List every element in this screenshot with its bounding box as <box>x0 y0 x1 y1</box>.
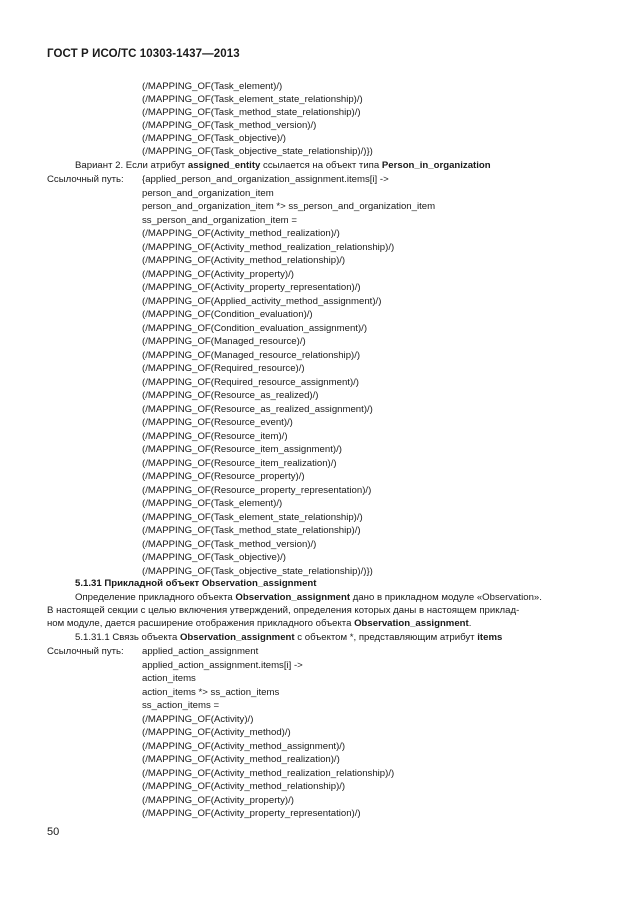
variant-2-paragraph: Вариант 2. Если атрибут assigned_entity ссылается на объект типа Person_in_organization <box>75 160 491 171</box>
section-heading: 5.1.31 Прикладной объект Observation_assignment <box>75 578 317 589</box>
attribute-name: assigned_entity <box>187 160 261 171</box>
definition-line: В настоящей секции с целью включения утверждений, определения которых даны в настоящем приклад- <box>47 605 520 616</box>
code-line: (/MAPPING_OF(Resource_item)/) <box>142 430 288 442</box>
code-line: (/MAPPING_OF(Resource_as_realized)/) <box>142 390 319 401</box>
code-line: (/MAPPING_OF(Task_element)/) <box>142 498 283 509</box>
code-line: (/MAPPING_OF(Activity_method_realization_relationship)/) <box>142 767 395 779</box>
code-line: (/MAPPING_OF(Activity_method_realization_relationship)/) <box>142 241 395 253</box>
reference-path-label: Ссылочный путь: <box>47 646 124 657</box>
definition-line: ном модуле, дается расширение отображения прикладного объекта Observation_assignment. <box>47 618 472 629</box>
code-line: (/MAPPING_OF(Activity)/) <box>142 713 254 725</box>
code-line: (/MAPPING_OF(Activity_property)/) <box>142 794 294 806</box>
code-line: (/MAPPING_OF(Task_objective_state_relationship)/)}) <box>142 146 373 157</box>
code-line: (/MAPPING_OF(Activity_method_realization)/) <box>142 754 340 765</box>
code-line: ss_person_and_organization_item = <box>142 214 297 226</box>
code-line: (/MAPPING_OF(Managed_resource_relationship)/) <box>142 349 361 361</box>
code-line: (/MAPPING_OF(Managed_resource)/) <box>142 336 306 347</box>
code-line: (/MAPPING_OF(Resource_property)/) <box>142 471 305 482</box>
page-number: 50 <box>47 826 60 838</box>
code-line: (/MAPPING_OF(Task_objective)/) <box>142 552 286 563</box>
code-line: (/MAPPING_OF(Activity_method_realization)/) <box>142 228 340 239</box>
code-line: (/MAPPING_OF(Task_element_state_relationship)/) <box>142 511 363 523</box>
code-line: (/MAPPING_OF(Required_resource_assignment)/) <box>142 376 360 388</box>
code-line: ss_action_items = <box>142 700 220 711</box>
code-line: {applied_person_and_organization_assignment.items[i] -> <box>142 174 389 185</box>
code-line: (/MAPPING_OF(Activity_method_relationship)/) <box>142 255 346 266</box>
code-line: applied_action_assignment.items[i] -> <box>142 659 303 671</box>
code-line: (/MAPPING_OF(Resource_as_realized_assignment)/) <box>142 403 373 415</box>
code-line: action_items <box>142 673 196 684</box>
code-line: (/MAPPING_OF(Resource_event)/) <box>142 417 293 428</box>
code-line: person_and_organization_item *> ss_person_and_organization_item <box>142 201 436 212</box>
definition-line: Определение прикладного объекта Observation_assignment дано в прикладном модуле «Observation». <box>75 592 542 603</box>
code-line: (/MAPPING_OF(Activity_method_assignment)/) <box>142 740 346 752</box>
code-line: (/MAPPING_OF(Resource_item_assignment)/) <box>142 444 342 455</box>
code-line: (/MAPPING_OF(Task_objective)/) <box>142 133 286 144</box>
code-line: (/MAPPING_OF(Task_method_version)/) <box>142 538 317 550</box>
code-line: (/MAPPING_OF(Activity_property_representation)/) <box>142 808 361 819</box>
code-line: action_items *> ss_action_items <box>142 686 280 698</box>
code-line: (/MAPPING_OF(Condition_evaluation_assignment)/) <box>142 322 368 334</box>
code-line: person_and_organization_item <box>142 187 274 199</box>
code-line: (/MAPPING_OF(Task_element_state_relationship)/) <box>142 94 363 105</box>
code-line: (/MAPPING_OF(Task_method_version)/) <box>142 120 317 131</box>
document-header: ГОСТ Р ИСО/ТС 10303-1437—2013 <box>47 48 240 60</box>
code-line: (/MAPPING_OF(Condition_evaluation)/) <box>142 309 313 320</box>
code-line: (/MAPPING_OF(Task_method_state_relationship)/) <box>142 107 361 118</box>
subsection-heading: 5.1.31.1 Связь объекта Observation_assignment с объектом *, представляющим атрибут items <box>75 632 503 643</box>
code-line: (/MAPPING_OF(Task_objective_state_relationship)/)}) <box>142 565 373 577</box>
code-line: (/MAPPING_OF(Required_resource)/) <box>142 363 305 374</box>
entity-type-name: Person_in_organization <box>381 160 491 171</box>
code-line: (/MAPPING_OF(Activity_method_relationship)/) <box>142 781 346 792</box>
code-line: (/MAPPING_OF(Activity_method)/) <box>142 727 291 738</box>
code-line: (/MAPPING_OF(Applied_activity_method_assignment)/) <box>142 295 382 307</box>
code-line: (/MAPPING_OF(Task_element)/) <box>142 81 283 92</box>
code-line: (/MAPPING_OF(Activity_property_representation)/) <box>142 282 361 293</box>
code-line: applied_action_assignment <box>142 646 259 657</box>
code-line: (/MAPPING_OF(Resource_property_representation)/) <box>142 484 372 496</box>
code-line: (/MAPPING_OF(Resource_item_realization)/) <box>142 457 337 469</box>
code-line: (/MAPPING_OF(Activity_property)/) <box>142 268 294 280</box>
code-line: (/MAPPING_OF(Task_method_state_relationship)/) <box>142 525 361 536</box>
reference-path-label: Ссылочный путь: <box>47 174 124 185</box>
